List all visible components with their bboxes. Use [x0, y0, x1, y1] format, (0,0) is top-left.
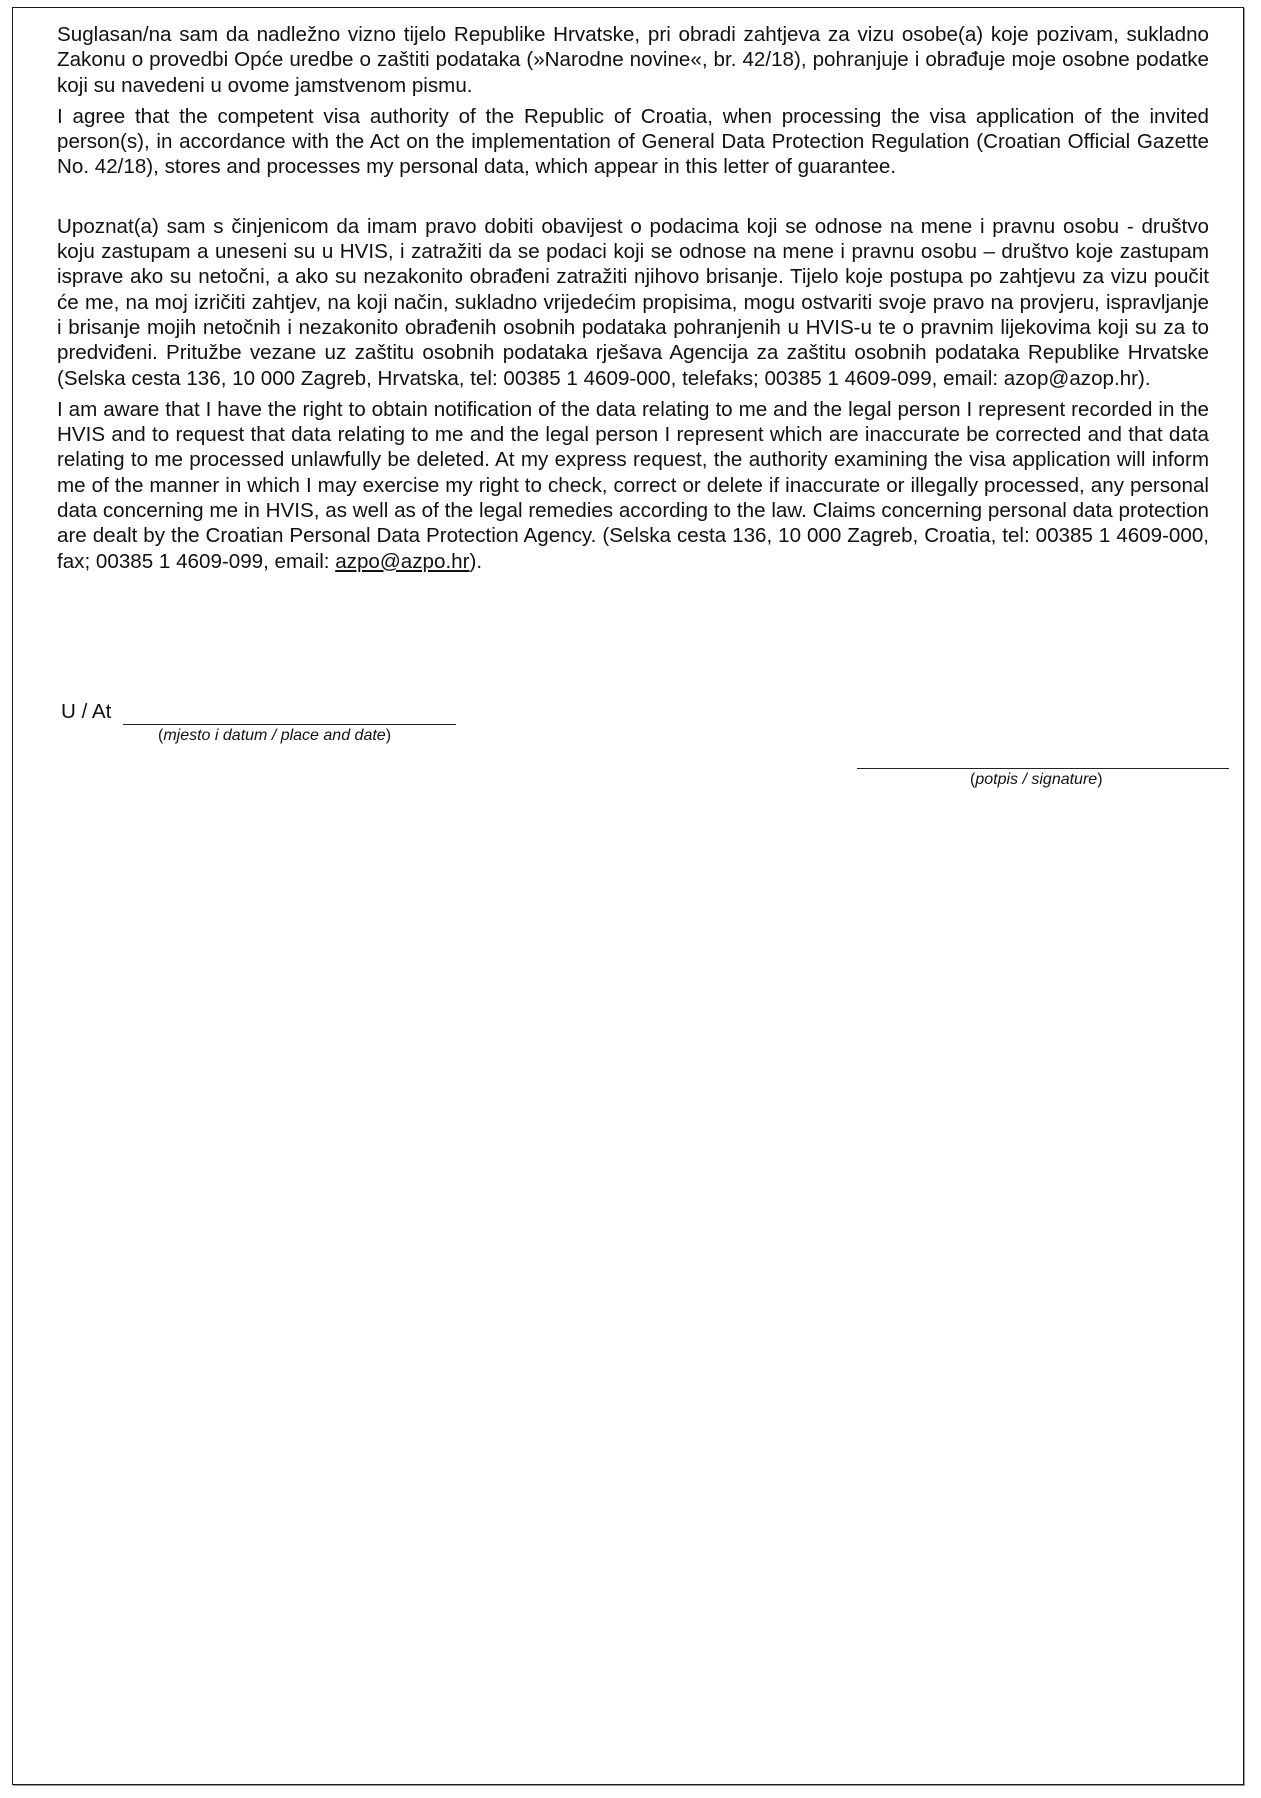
signature-field[interactable] [857, 768, 1229, 769]
caption-paren-close: ) [1097, 771, 1103, 788]
caption-text: mjesto i datum / place and date [163, 727, 386, 744]
place-label: U / At [61, 700, 112, 723]
caption-paren-open: ( [158, 727, 164, 744]
rights-paragraph-hr: Upoznat(a) sam s činjenicom da imam pravo dobiti obavijest o podacima koji se odnose na mene i pravnu osobu - društvo koju zastupam a uneseni su u HVIS, i zatražiti da se podaci koji se odnose na mene i pravnu osobu – društvo koje zastupam isprave ako su netočni, a ako su nezakonito obrađeni zatražiti njihovo brisanje. Tijelo koje postupa po zahtjevu za vizu poučit će me, na moj izričiti zahtjev, na koji način, sukladno vrijedećim propisima, mogu ostvariti svoje pravo na provjeru, ispravljanje i brisanje mojih netočnih i nezakonito obrađenih osobnih podataka pohranjenih u HVIS-u te o pravnim lijekovima koji su za to predviđeni. Pritužbe vezane uz zaštitu osobnih podataka rješava Agencija za zaštitu osobnih podataka Republike Hrvatske (Selska cesta 136, 10 000 Zagreb, Hrvatska, tel: 00385 1 4609-000, telefaks; 00385 1 4609-099, email: azop@azop.hr). [57, 214, 1209, 390]
rights-text-en-end: ). [469, 549, 483, 573]
rights-paragraph-en [57, 397, 1209, 574]
consent-paragraph-hr: Suglasan/na sam da nadležno vizno tijelo Republike Hrvatske, pri obradi zahtjeva za vizu osobe(a) koje pozivam, sukladno Zakonu o provedbi Opće uredbe o zaštiti podataka (»Narodne novine«, br. 42/18), pohranjuje i obrađuje moje osobne podatke koji su navedeni u ovome jamstvenom pismu. [57, 23, 1209, 97]
caption-paren-open: ( [970, 771, 976, 788]
agency-email-link[interactable]: azpo@azpo.hr [335, 549, 470, 573]
place-date-label [61, 700, 111, 724]
document-body [57, 22, 1209, 574]
rights-text-en: I am aware that I have the right to obtain notification of the data relating to me and the legal person I represent recorded in the HVIS and to request that data relating to me and the legal person I represent which are inaccurate be corrected and that data relating to me processed unlawfully be deleted. At my express request, the authority examining the visa application will inform me of the manner in which I may exercise my right to check, correct or delete if inaccurate or illegally processed, any personal data concerning me in HVIS, as well as of the legal remedies according to the law. Claims concerning personal data protection are dealt by the Croatian Personal Data Protection Agency. (Selska cesta 136, 10 000 Zagreb, Croatia, tel: 00385 1 4609-000, fax; 00385 1 4609-099, email: [57, 397, 1209, 573]
signature-caption [970, 771, 1103, 789]
caption-text: potpis / signature [975, 771, 1098, 788]
consent-paragraph-en: I agree that the competent visa authority of the Republic of Croatia, when processing the visa application of the invited person(s), in accordance with the Act on the implementation of General Data Protection Regulation (Croatian Official Gazette No. 42/18), stores and processes my personal data, which appear in this letter of guarantee. [57, 104, 1209, 179]
place-date-field[interactable] [123, 724, 456, 725]
caption-paren-close: ) [385, 727, 392, 744]
place-date-caption [158, 727, 391, 745]
